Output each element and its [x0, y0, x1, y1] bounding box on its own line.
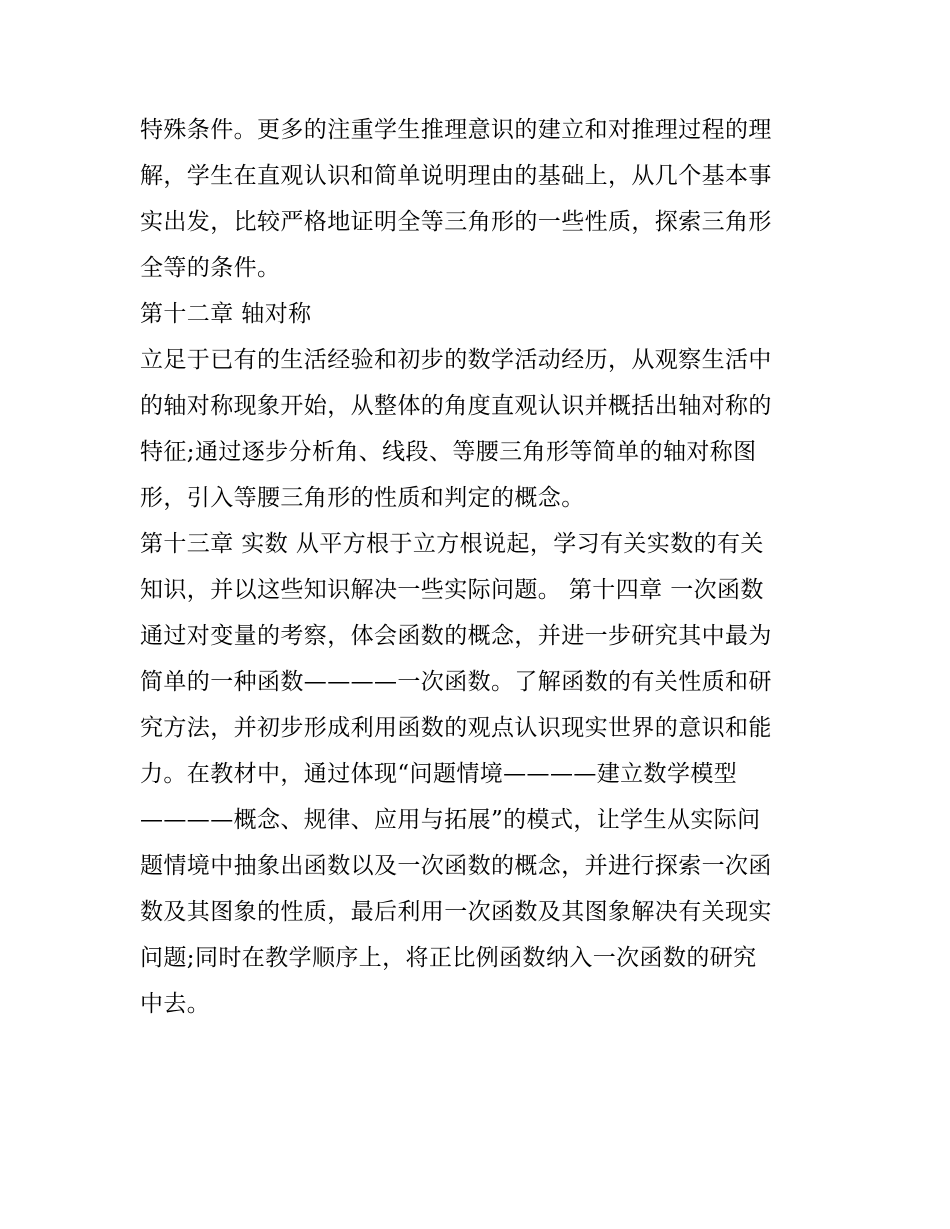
text-line: 特征;通过逐步分析角、线段、等腰三角形等简单的轴对称图: [140, 439, 757, 465]
text-line: 第十三章 实数 从平方根于立方根说起，学习有关实数的有关: [140, 531, 764, 557]
text-line: 问题;同时在教学顺序上，将正比例函数纳入一次函数的研究: [140, 945, 757, 971]
text-line: 的轴对称现象开始，从整体的角度直观认识并概括出轴对称的: [140, 393, 772, 419]
text-line: 题情境中抽象出函数以及一次函数的概念，并进行探索一次函: [140, 853, 772, 879]
chapter-heading-12: 第十二章 轴对称: [140, 301, 312, 327]
text-line: 实出发，比较严格地证明全等三角形的一些性质，探索三角形: [140, 209, 772, 235]
text-line: 力。在教材中，通过体现“问题情境————建立数学模型: [140, 761, 738, 787]
text-line: 全等的条件。: [140, 255, 281, 281]
text-line: 数及其图象的性质，最后利用一次函数及其图象解决有关现实: [140, 899, 772, 925]
text-line: 立足于已有的生活经验和初步的数学活动经历，从观察生活中: [140, 347, 772, 373]
text-line: 究方法，并初步形成利用函数的观点认识现实世界的意识和能: [140, 715, 772, 741]
text-line: 形，引入等腰三角形的性质和判定的概念。: [140, 485, 585, 511]
text-line: 知识，并以这些知识解决一些实际问题。 第十四章 一次函数: [140, 577, 764, 603]
text-line: ————概念、规律、应用与拓展”的模式，让学生从实际问: [140, 807, 761, 833]
text-line: 解，学生在直观认识和简单说明理由的基础上，从几个基本事: [140, 163, 772, 189]
text-line: 特殊条件。更多的注重学生推理意识的建立和对推理过程的理: [140, 117, 772, 143]
body-text: [140, 107, 830, 1027]
text-line: 简单的一种函数————一次函数。了解函数的有关性质和研: [140, 669, 772, 695]
text-line: 中去。: [140, 991, 211, 1017]
text-line: 通过对变量的考察，体会函数的概念，并进一步研究其中最为: [140, 623, 772, 649]
